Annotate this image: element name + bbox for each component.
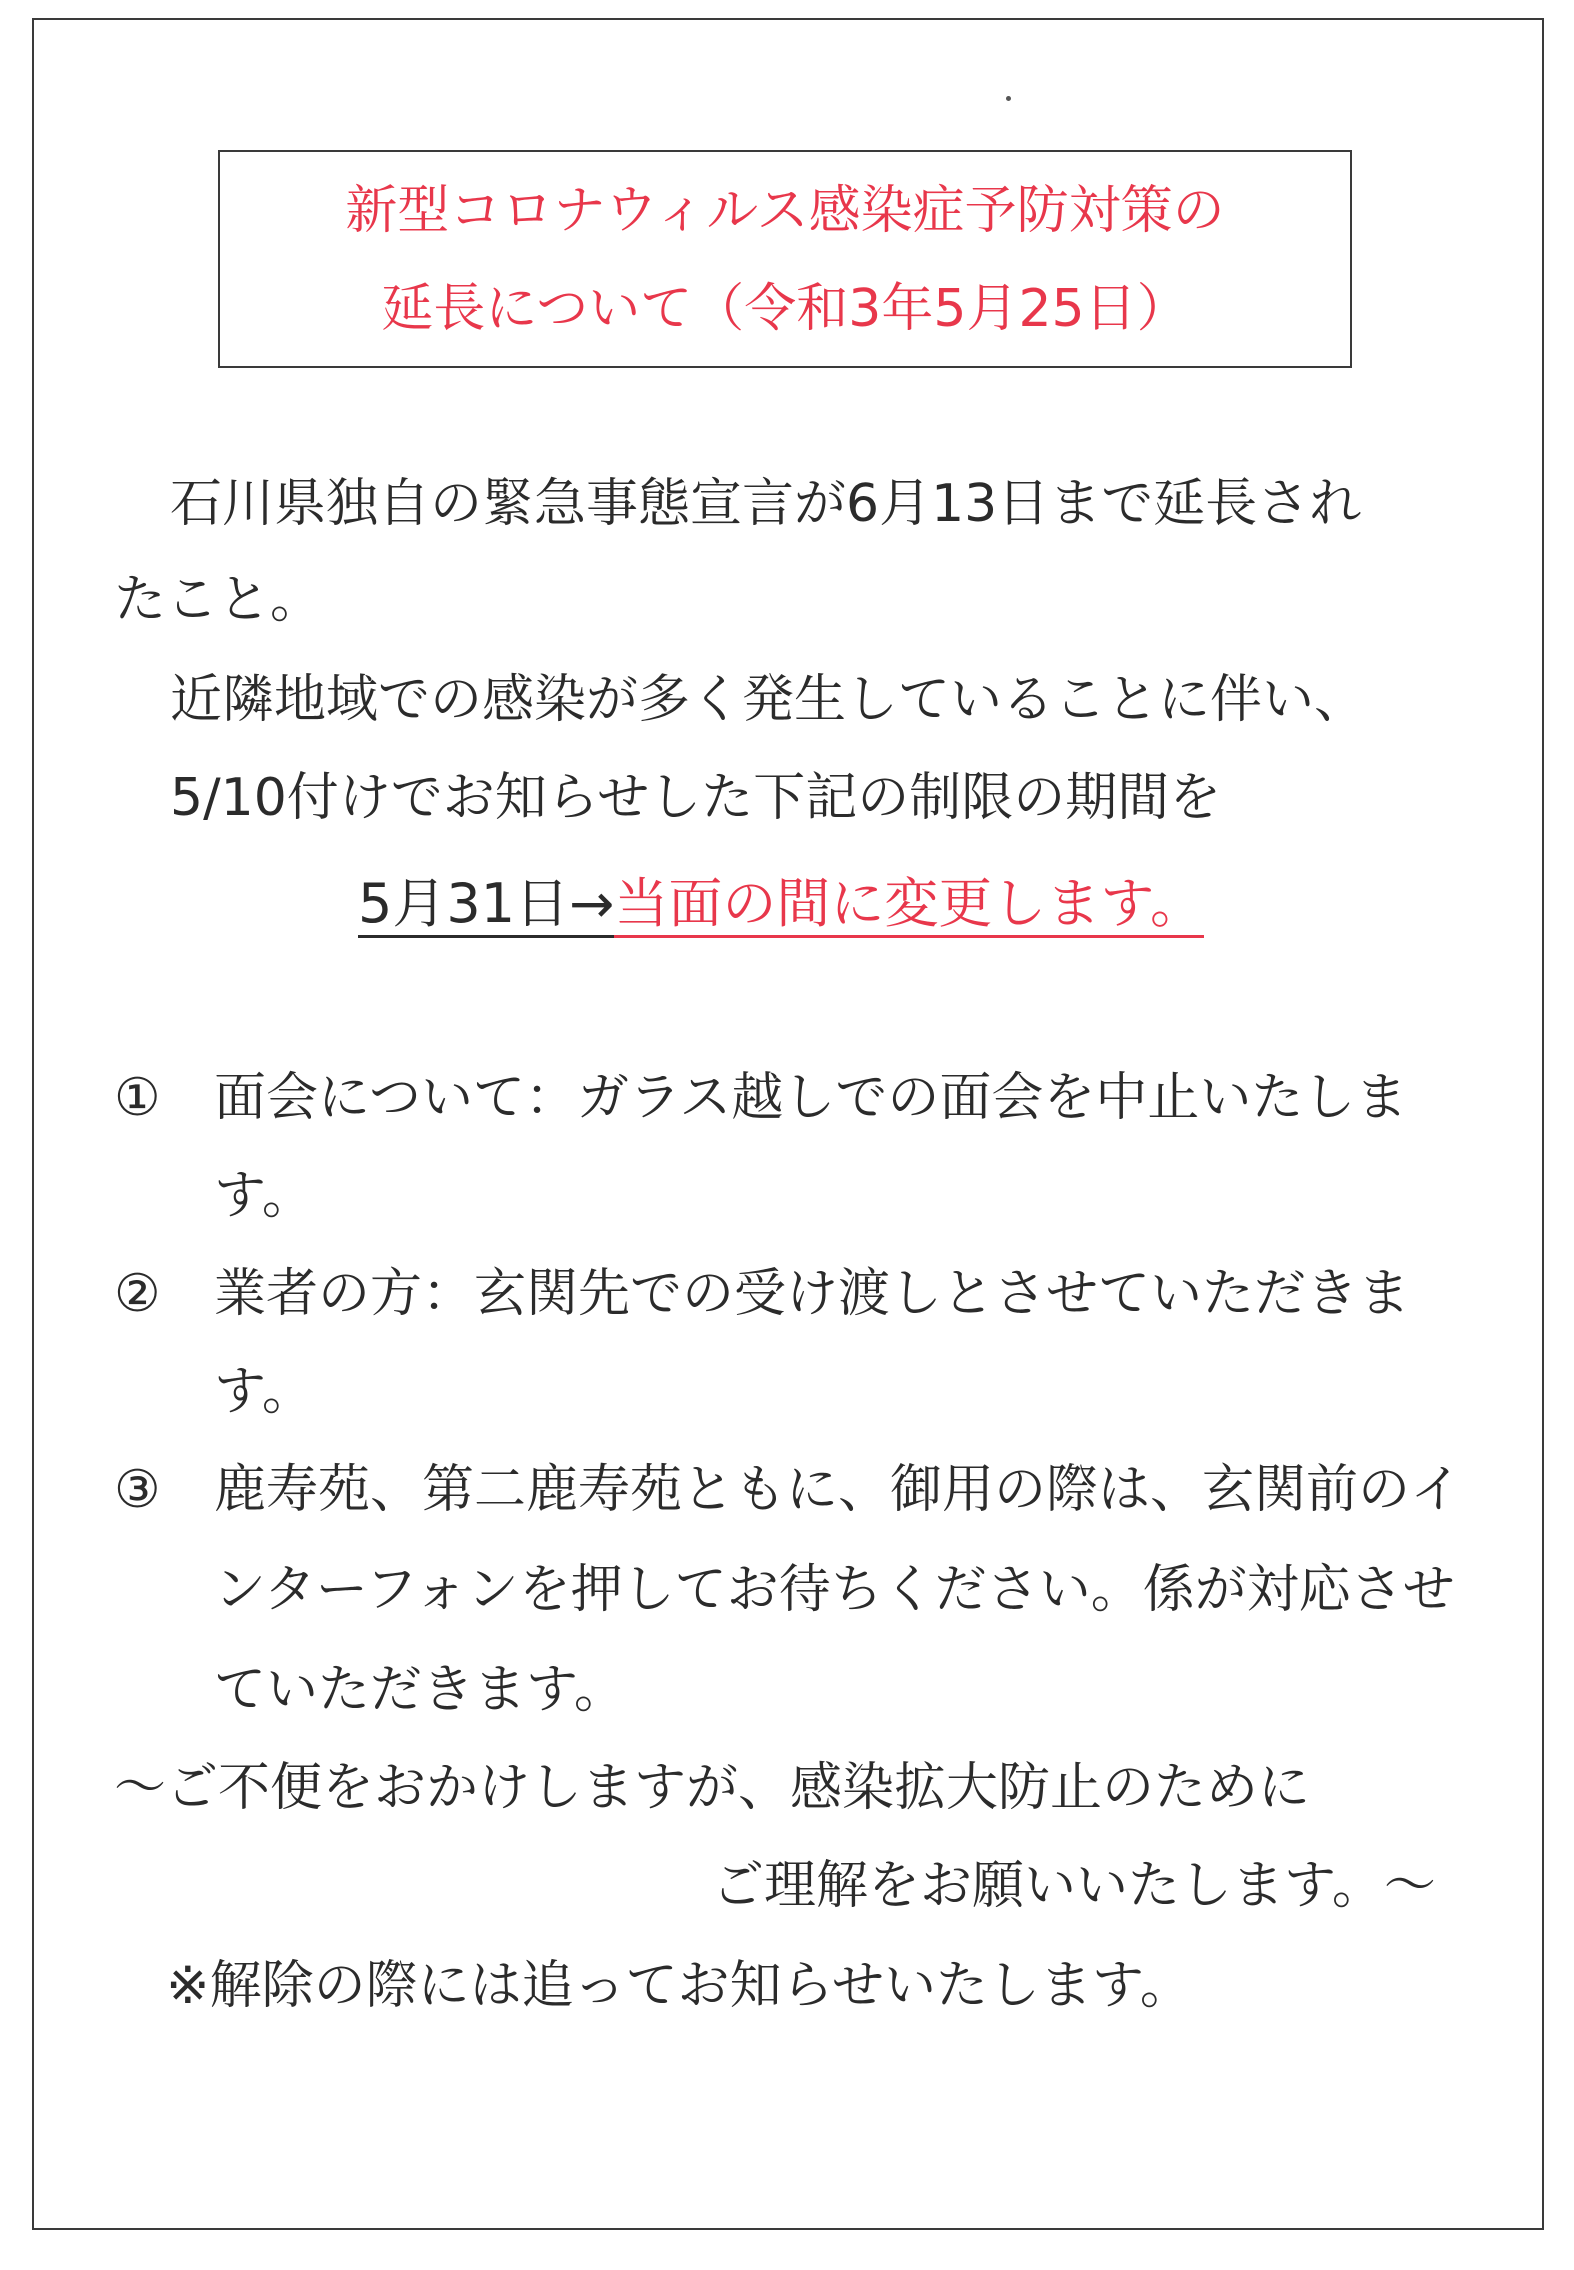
item-2-line2: す。 <box>214 1362 314 1422</box>
change-from-text: 5月31日→ <box>358 872 614 938</box>
para2-line2: 5/10付けでお知らせした下記の制限の期間を <box>170 768 1222 828</box>
period-change-line <box>358 872 1204 936</box>
para1-line1: 石川県独自の緊急事態宣言が6月13日まで延長され <box>170 474 1362 534</box>
item-2-marker: ② <box>114 1264 161 1324</box>
item-3-marker: ③ <box>114 1460 161 1520</box>
item-1-line2: す。 <box>214 1166 314 1226</box>
closing-line2: ご理解をお願いいたします。～ <box>712 1856 1436 1916</box>
item-1-marker: ① <box>114 1068 161 1128</box>
title-line-2: 延長について（令和3年5月25日） <box>381 279 1189 339</box>
title-line-1: 新型コロナウィルス感染症予防対策の <box>345 181 1225 241</box>
para2-line1: 近隣地域での感染が多く発生していることに伴い、 <box>170 670 1367 730</box>
scan-speck <box>1006 96 1011 101</box>
item-3-line2: ンターフォンを押してお待ちください。係が対応させ <box>214 1560 1455 1620</box>
title-box <box>218 150 1352 368</box>
para1-line2: たこと。 <box>114 570 323 630</box>
item-3-line1: 鹿寿苑、第二鹿寿苑ともに、御用の際は、玄関前のイ <box>214 1460 1463 1520</box>
change-to-text: 当面の間に変更します。 <box>614 872 1204 938</box>
closing-note: ※解除の際には追ってお知らせいたします。 <box>166 1956 1192 2016</box>
item-2-line1: 業者の方：玄関先での受け渡しとさせていただきま <box>214 1264 1411 1324</box>
item-1-line1: 面会について：ガラス越しでの面会を中止いたしま <box>214 1068 1408 1128</box>
closing-line1: ～ご不便をおかけしますが、感染拡大防止のために <box>114 1758 1311 1818</box>
item-3-line3: ていただきます。 <box>214 1660 626 1720</box>
